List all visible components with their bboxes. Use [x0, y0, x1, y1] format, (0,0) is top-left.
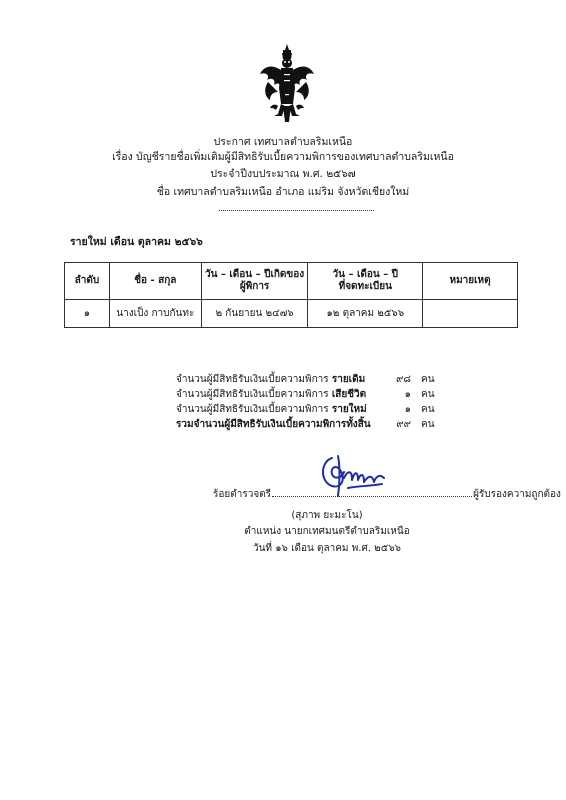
fiscal-year: ประจำปีงบประมาณ พ.ศ. ๒๕๖๗ — [210, 168, 356, 180]
organization-line: ชื่อ เทศบาลตำบลริมเหนือ อำเภอ แม่ริม จังหวัดเชียงใหม่ — [156, 186, 410, 198]
summary-label: จำนวนผู้มีสิทธิรับเงินเบี้ยความพิการ — [176, 374, 332, 385]
signer-name: (สุภาพ ยะมะโน) — [291, 510, 363, 521]
summary-row — [176, 372, 435, 387]
cell-registered-date: ๑๒ ตุลาคม ๒๕๖๖ — [308, 300, 423, 328]
col-header-birth — [201, 263, 308, 300]
header-divider — [219, 210, 374, 211]
summary-unit: คน — [421, 404, 435, 415]
section-title: รายใหม่ เดือน ตุลาคม ๒๕๖๖ — [70, 236, 203, 248]
table-row — [65, 300, 518, 328]
summary-total-count: ๙๙ — [396, 419, 411, 430]
signature-dotted-line — [272, 487, 472, 497]
announcement-title: ประกาศ เทศบาลตำบลริมเหนือ — [213, 136, 353, 148]
certification-line — [213, 487, 561, 502]
summary-unit: คน — [421, 374, 435, 385]
col-header-registered-line1: วัน – เดือน – ปี — [332, 269, 399, 280]
summary-count: ๙๘ — [395, 374, 411, 385]
col-header-name: ชื่อ - สกุล — [109, 263, 201, 300]
signer-position: ตำแหน่ง นายกเทศมนตรีตำบลริมเหนือ — [244, 526, 410, 537]
summary-label: จำนวนผู้มีสิทธิรับเงินเบี้ยความพิการ — [176, 404, 332, 415]
col-header-note: หมายเหตุ — [423, 263, 518, 300]
registry-table — [64, 262, 518, 328]
summary-row — [176, 387, 435, 402]
summary-unit: คน — [421, 389, 435, 400]
col-header-birth-line2: ผู้พิการ — [239, 281, 270, 292]
certifier-role: ผู้รับรองความถูกต้อง — [473, 489, 561, 500]
cell-order: ๑ — [65, 300, 110, 328]
col-header-order: ลำดับ — [65, 263, 110, 300]
cell-birth-date: ๒ กันยายน ๒๔๗๖ — [201, 300, 308, 328]
summary-label-bold: รายใหม่ — [331, 404, 367, 415]
summary-count: ๑ — [404, 389, 411, 400]
col-header-registered-line2: ที่จดทะเบียน — [338, 281, 392, 292]
summary-block — [176, 372, 435, 432]
summary-row — [176, 402, 435, 417]
summary-label-bold: รายเดิม — [331, 374, 366, 385]
summary-unit: คน — [421, 419, 435, 430]
garuda-emblem-icon — [258, 42, 316, 124]
table-header-row — [65, 263, 518, 300]
summary-total-row — [176, 417, 435, 432]
col-header-birth-line1: วัน – เดือน – ปีเกิดของ — [204, 269, 305, 280]
summary-total-label: รวมจำนวนผู้มีสิทธิรับเงินเบี้ยความพิการทั้งสิ้น — [176, 419, 371, 430]
signed-date: วันที่ ๑๖ เดือน ตุลาคม พ.ศ. ๒๕๖๖ — [252, 543, 402, 554]
summary-label: จำนวนผู้มีสิทธิรับเงินเบี้ยความพิการ — [176, 389, 332, 400]
announcement-subject: เรื่อง บัญชีรายชื่อเพิ่มเติมผู้มีสิทธิรับเบี้ยความพิการของเทศบาลตำบลริมเหนือ — [112, 151, 454, 163]
certifier-rank: ร้อยตำรวจตรี — [213, 489, 272, 500]
cell-note — [423, 300, 518, 328]
cell-name: นางเป็ง กาบกันทะ — [109, 300, 201, 328]
col-header-registered — [308, 263, 423, 300]
summary-label-bold: เสียชีวิต — [331, 389, 367, 400]
summary-count: ๑ — [404, 404, 411, 415]
